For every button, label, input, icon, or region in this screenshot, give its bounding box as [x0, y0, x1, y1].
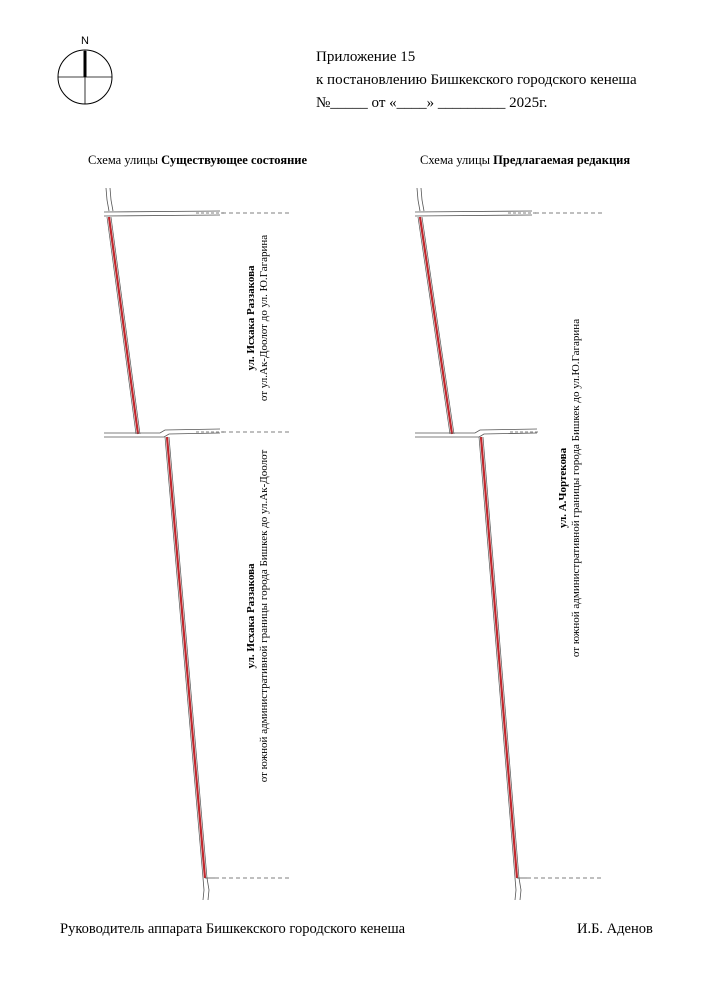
right-bottom-end — [515, 878, 604, 900]
right-lower-street-segment — [479, 437, 519, 878]
left-upper-street-segment — [107, 217, 140, 434]
left-bottom-end — [203, 878, 292, 900]
compass-label: N — [81, 35, 89, 47]
left-upper-street-name: ул. Исхака Раззакова — [245, 265, 257, 371]
left-lower-street-segment — [165, 437, 207, 878]
left-upper-street-label — [245, 198, 275, 438]
left-lower-street-extent: от южной административной границы города Бишкек до ул.Ак-Доолот — [258, 449, 270, 783]
right-middle-cross-street — [415, 429, 540, 437]
left-upper-street-extent: от ул.Ак-Доолот до ул. Ю.Гагарина — [258, 234, 270, 402]
resolution-reference: к постановлению Бишкекского городского кенеша — [316, 72, 637, 88]
right-street-name: ул. А.Чортекова — [557, 447, 569, 529]
left-lower-street-name: ул. Исхака Раззакова — [245, 563, 257, 669]
right-street-extent: от южной административной границы города Бишкек до ул.Ю.Гагарина — [570, 318, 582, 658]
right-upper-street-segment — [418, 217, 454, 434]
left-lower-street-label — [245, 426, 275, 806]
right-top-cross-street — [415, 188, 604, 216]
signatory-name: И.Б. Аденов — [577, 921, 653, 937]
right-street-label — [557, 298, 587, 678]
appendix-number: Приложение 15 — [316, 49, 416, 65]
left-scheme-title: Схема улицы Существующее состояние — [88, 153, 308, 167]
signatory-position: Руководитель аппарата Бишкекского городского кенеша — [60, 921, 406, 937]
right-scheme-title: Схема улицы Предлагаемая редакция — [420, 153, 631, 167]
resolution-date-line: №_____ от «____» _________ 2025г. — [316, 95, 548, 111]
